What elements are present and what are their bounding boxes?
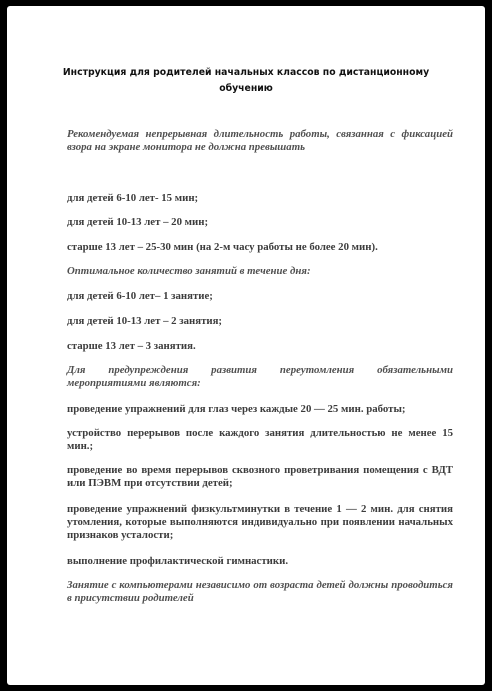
document-title-line-2: обучению (219, 83, 273, 94)
measure-breaks: устройство перерывов после каждого занятия длительностью не менее 15 мин.; (67, 427, 453, 452)
sessions-age-over-13: старше 13 лет – 3 занятия. (67, 340, 196, 352)
prevention-heading: Для предупреждения развития переутомления обязательными мероприятиями являются: (67, 364, 453, 389)
recommendation-intro: Рекомендуемая непрерывная длительность работы, связанная с фиксацией взора на экране монитора не должна превышать (67, 128, 453, 153)
measure-gymnastics: выполнение профилактической гимнастики. (67, 555, 289, 567)
sessions-heading: Оптимальное количество занятий в течение дня: (67, 265, 311, 277)
limit-age-over-13: старше 13 лет – 25-30 мин (на 2-м часу работы не более 20 мин). (67, 241, 378, 253)
limit-age-10-13: для детей 10-13 лет – 20 мин; (67, 216, 209, 228)
parent-supervision-note: Занятие с компьютерами независимо от возраста детей должны проводиться в присутствии родителей (67, 579, 453, 604)
document-title-line-1: Инструкция для родителей начальных классов по дистанционному (62, 67, 430, 78)
sessions-age-10-13: для детей 10-13 лет – 2 занятия; (67, 315, 223, 327)
limit-age-6-10: для детей 6-10 лет- 15 мин; (67, 192, 199, 204)
measure-eye-exercises: проведение упражнений для глаз через каждые 20 — 25 мин. работы; (67, 403, 406, 415)
measure-physical-minute: проведение упражнений физкультминутки в течение 1 — 2 мин. для снятия утомления, которые выполняются индивидуально при появлении начальных признаков усталости; (67, 503, 453, 541)
sessions-age-6-10: для детей 6-10 лет– 1 занятие; (67, 290, 213, 302)
document-page (7, 6, 485, 685)
measure-ventilation: проведение во время перерывов сквозного проветривания помещения с ВДТ или ПЭВМ при отсутствии детей; (67, 464, 453, 489)
